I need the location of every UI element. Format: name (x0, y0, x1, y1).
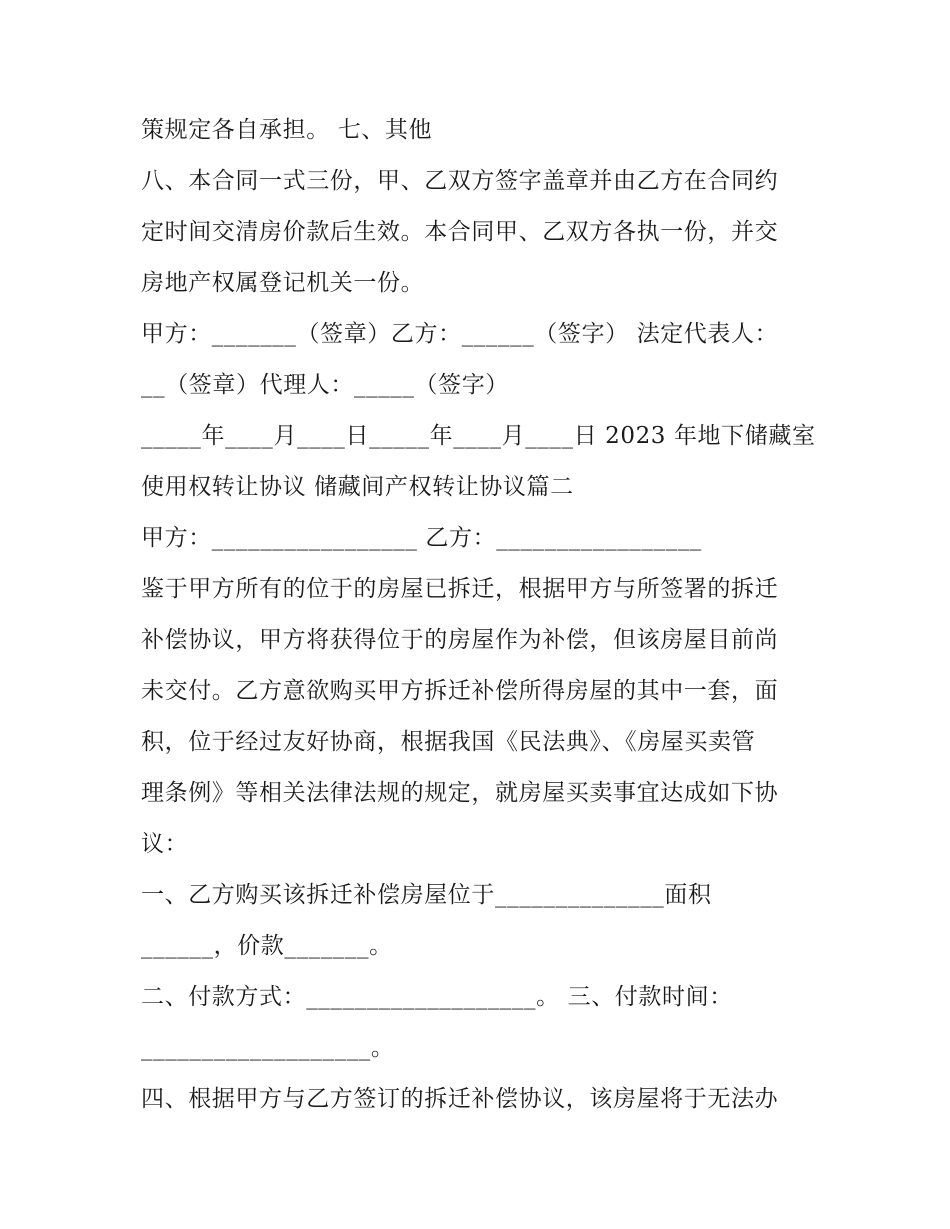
text-line: 理条例》等相关法律法规的规定，就房屋买卖事宜达成如下协 (141, 780, 779, 806)
date-line: _____年____月____日_____年____月____日 2023 年地下储藏室 (141, 423, 816, 449)
text-line: 房地产权属登记机关一份。 (141, 270, 425, 296)
party-line: 甲方：_________________ 乙方：_________________ (141, 525, 702, 551)
clause-line: ______，价款_______。 (141, 933, 393, 959)
text-line: 策规定各自承担。 七、其他 (141, 117, 433, 143)
signature-line: 甲方：_______（签章）乙方：______（签字） 法定代表人： (141, 321, 779, 347)
text-line: 议： (141, 831, 189, 857)
text-line: 定时间交清房价款后生效。本合同甲、乙双方各执一份，并交 (141, 219, 779, 245)
text-line: 未交付。乙方意欲购买甲方拆迁补偿所得房屋的其中一套，面 (141, 678, 779, 704)
section-title: 使用权转让协议 储藏间产权转让协议篇二 (141, 474, 574, 500)
signature-line: __（签章）代理人：_____（签字） (141, 372, 509, 398)
text-line: 积，位于经过友好协商，根据我国《民法典》、《房屋买卖管 (141, 729, 756, 755)
clause-line: 四、根据甲方与乙方签订的拆迁补偿协议，该房屋将于无法办 (141, 1086, 779, 1112)
clause-line: ___________________。 (141, 1035, 395, 1061)
text-line: 八、本合同一式三份，甲、乙双方签字盖章并由乙方在合同约 (141, 168, 779, 194)
text-line: 补偿协议，甲方将获得位于的房屋作为补偿，但该房屋目前尚 (141, 627, 779, 653)
clause-line: 一、乙方购买该拆迁补偿房屋位于______________面积 (141, 882, 712, 908)
clause-line: 二、付款方式：___________________。 三、付款时间： (141, 984, 733, 1010)
text-line: 鉴于甲方所有的位于的房屋已拆迁，根据甲方与所签署的拆迁 (141, 576, 779, 602)
